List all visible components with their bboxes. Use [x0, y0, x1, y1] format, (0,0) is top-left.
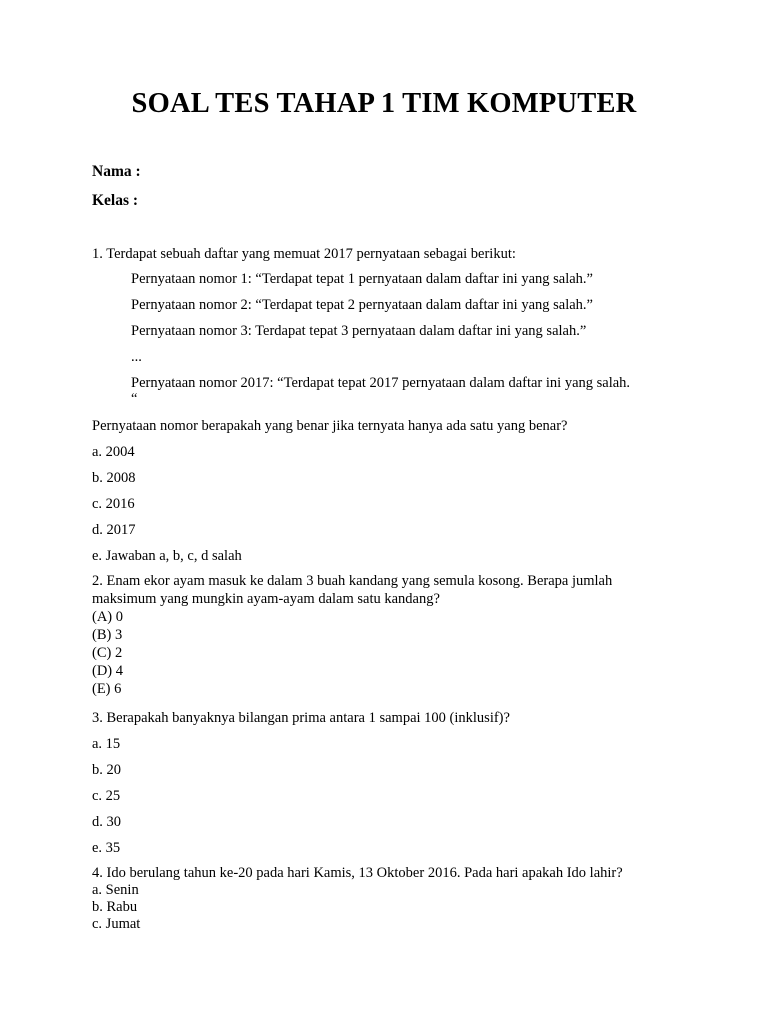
q2-stem-line1: 2. Enam ekor ayam masuk ke dalam 3 buah kandang yang semula kosong. Berapa jumlah — [92, 573, 613, 589]
q2-option-b: (B) 3 — [92, 627, 123, 643]
q1-statement-1: Pernyataan nomor 1: “Terdapat tepat 1 pernyataan dalam daftar ini yang salah.” — [131, 271, 593, 287]
q1-ellipsis: ... — [131, 349, 142, 365]
q2-option-c: (C) 2 — [92, 645, 123, 661]
q4-stem: 4. Ido berulang tahun ke-20 pada hari Kamis, 13 Oktober 2016. Pada hari apakah Ido lahir? — [92, 865, 623, 881]
q1-option-a: a. 2004 — [92, 444, 135, 460]
q2-option-e: (E) 6 — [92, 681, 122, 697]
q1-option-c: c. 2016 — [92, 496, 135, 512]
name-label: Nama : — [92, 163, 141, 180]
q1-stem: 1. Terdapat sebuah daftar yang memuat 2017 pernyataan sebagai berikut: — [92, 246, 516, 262]
q2-option-d: (D) 4 — [92, 663, 124, 679]
q1-closing-quote: “ — [131, 391, 138, 407]
q1-option-e: e. Jawaban a, b, c, d salah — [92, 548, 242, 564]
q3-option-b: b. 20 — [92, 762, 121, 778]
q3-option-a: a. 15 — [92, 736, 121, 752]
q1-option-b: b. 2008 — [92, 470, 136, 486]
class-label: Kelas : — [92, 192, 139, 209]
q3-stem: 3. Berapakah banyaknya bilangan prima antara 1 sampai 100 (inklusif)? — [92, 710, 510, 726]
q4-option-b: b. Rabu — [92, 899, 138, 915]
q1-statement-2017: Pernyataan nomor 2017: “Terdapat tepat 2017 pernyataan dalam daftar ini yang salah. — [131, 375, 631, 391]
q1-statement-2: Pernyataan nomor 2: “Terdapat tepat 2 pernyataan dalam daftar ini yang salah.” — [131, 297, 593, 313]
q2-stem-line2: maksimum yang mungkin ayam-ayam dalam satu kandang? — [92, 591, 440, 607]
q1-option-d: d. 2017 — [92, 522, 136, 538]
q1-question: Pernyataan nomor berapakah yang benar jika ternyata hanya ada satu yang benar? — [92, 418, 568, 434]
q4-option-a: a. Senin — [92, 882, 139, 898]
q4-option-c: c. Jumat — [92, 916, 141, 932]
q3-option-e: e. 35 — [92, 840, 121, 856]
document-title: SOAL TES TAHAP 1 TIM KOMPUTER — [131, 88, 637, 119]
q1-statement-3: Pernyataan nomor 3: Terdapat tepat 3 pernyataan dalam daftar ini yang salah.” — [131, 323, 587, 339]
q2-option-a: (A) 0 — [92, 609, 124, 625]
q3-option-d: d. 30 — [92, 814, 121, 830]
q3-option-c: c. 25 — [92, 788, 121, 804]
